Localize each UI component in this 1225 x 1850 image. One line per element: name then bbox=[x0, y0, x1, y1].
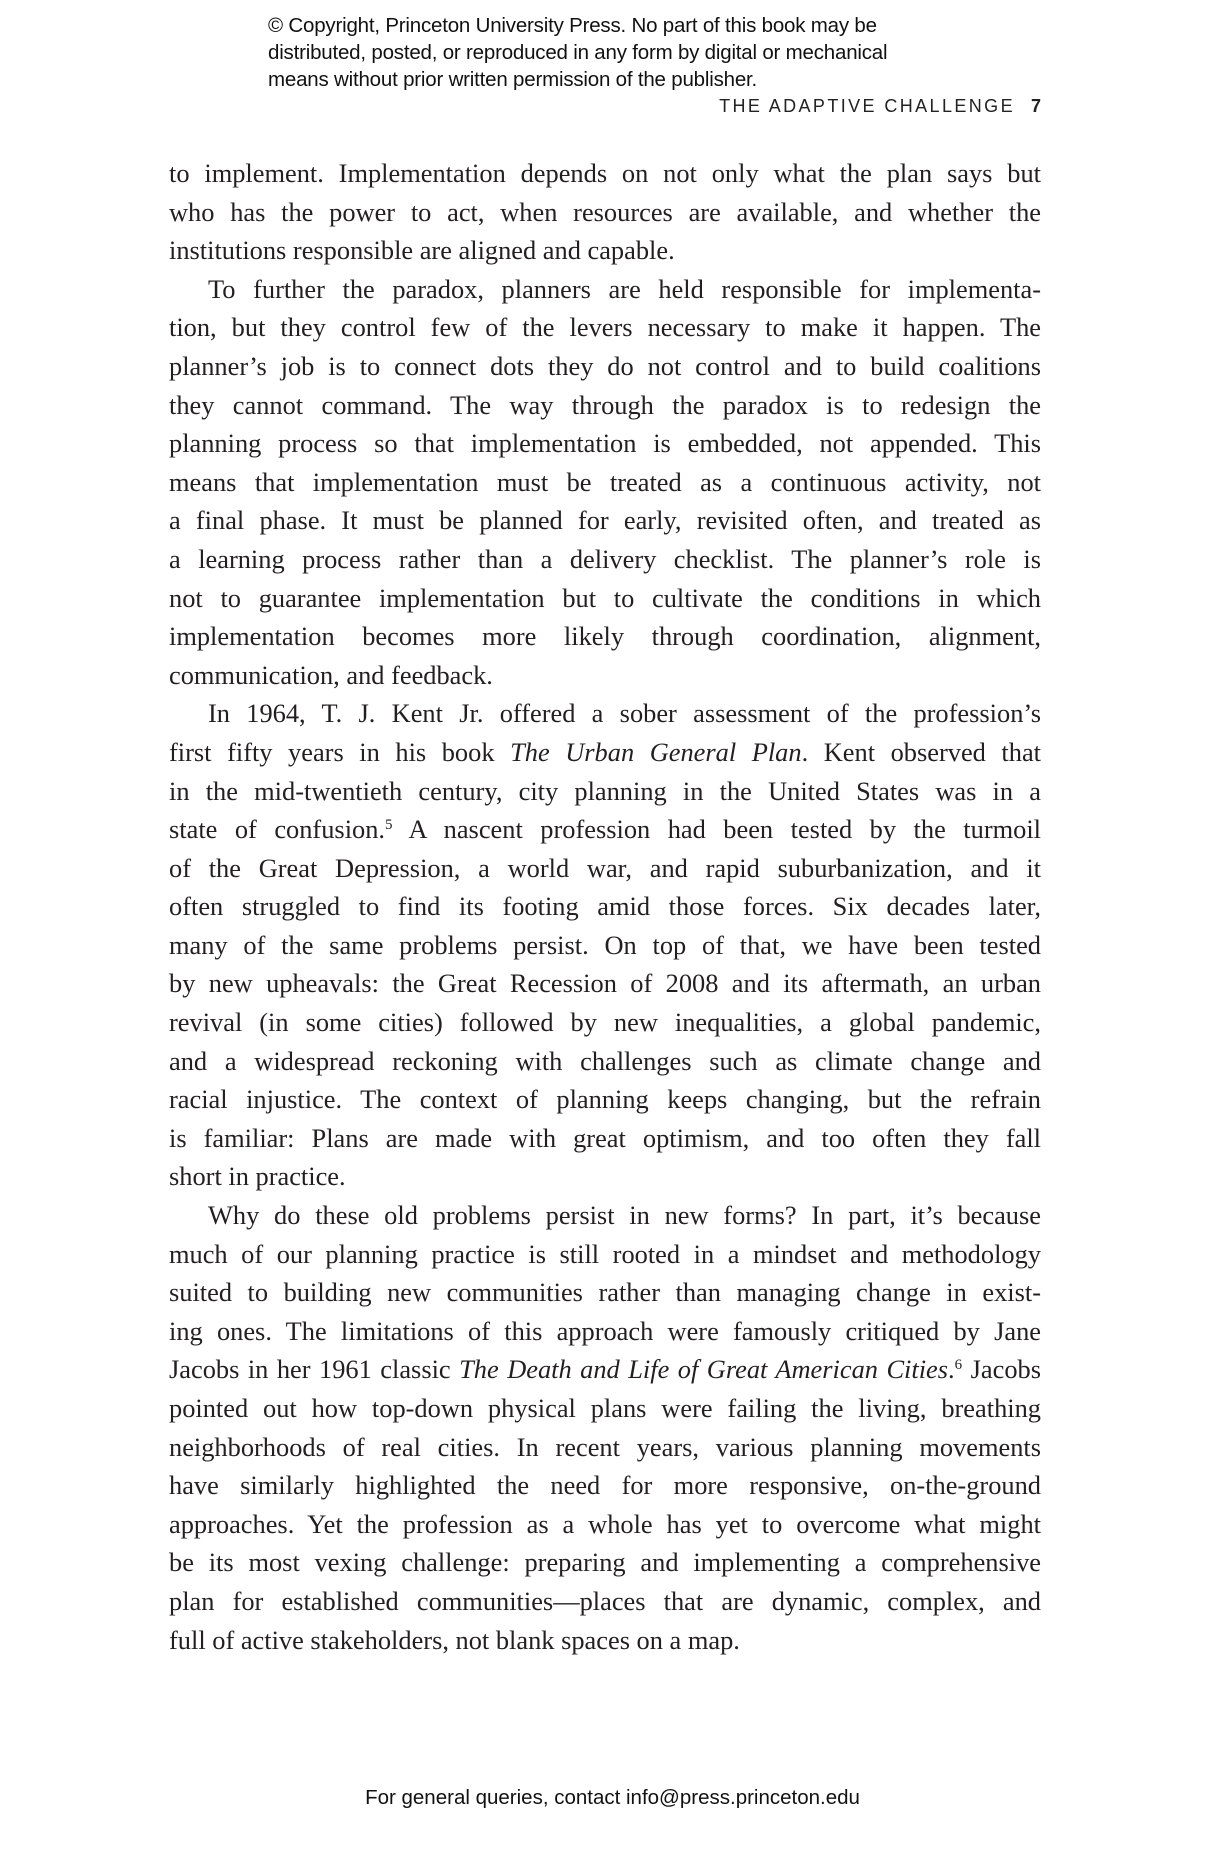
text-line: in the mid-twentieth century, city planning in the United States was in a bbox=[169, 775, 1041, 806]
footer-contact: For general queries, contact info@press.princeton.edu bbox=[365, 1786, 860, 1809]
text-line bbox=[169, 733, 1041, 772]
paragraph-3 bbox=[169, 694, 1041, 1196]
copyright-line: distributed, posted, or reproduced in any form by digital or mechanical bbox=[268, 41, 888, 64]
text-run: . bbox=[948, 1354, 955, 1385]
text-line: have similarly highlighted the need for more responsive, on-the-ground bbox=[169, 1470, 1041, 1501]
text-line: planner’s job is to connect dots they do not control and to build coalitions bbox=[169, 350, 1041, 381]
text-line: pointed out how top-down physical plans were failing the living, breathing bbox=[169, 1393, 1041, 1423]
text-line: communication, and feedback. bbox=[169, 659, 493, 690]
text-run: first fifty years in his book bbox=[169, 736, 511, 767]
footnote-reference[interactable]: 5 bbox=[385, 817, 393, 834]
page-number: 7 bbox=[1030, 96, 1041, 116]
text-line: full of active stakeholders, not blank spaces on a map. bbox=[169, 1624, 740, 1655]
text-run: . Kent observed that bbox=[801, 736, 1041, 767]
text-line: racial injustice. The context of planning keeps changing, but the refrain bbox=[169, 1084, 1041, 1115]
text-line: not to guarantee implementation but to cultivate the conditions in which bbox=[169, 582, 1041, 613]
text-line: tion, but they control few of the levers necessary to make it happen. The bbox=[169, 312, 1041, 343]
text-run: Jacobs in her 1961 classic bbox=[169, 1354, 460, 1385]
text-line bbox=[169, 1350, 1041, 1389]
text-line: much of our planning practice is still rooted in a mindset and methodology bbox=[169, 1238, 1041, 1269]
copyright-line: © Copyright, Princeton University Press. No part of this book may be bbox=[268, 14, 877, 37]
text-line: they cannot command. The way through the paradox is to redesign the bbox=[169, 389, 1041, 420]
text-line: Why do these old problems persist in new forms? In part, it’s because bbox=[208, 1200, 1041, 1231]
footnote-reference[interactable]: 6 bbox=[954, 1357, 963, 1374]
text-line: neighborhoods of real cities. In recent years, various planning movements bbox=[169, 1431, 1041, 1462]
text-line: ing ones. The limitations of this approach were famously critiqued by Jane bbox=[169, 1315, 1041, 1346]
text-line: planning process so that implementation is embedded, not appended. This bbox=[169, 428, 1041, 459]
text-line: To further the paradox, planners are held responsible for implementa- bbox=[208, 273, 1041, 304]
running-head bbox=[719, 96, 1041, 117]
text-line: suited to building new communities rather than managing change in exist- bbox=[169, 1277, 1041, 1308]
text-run: Jacobs bbox=[962, 1354, 1041, 1385]
book-title: The Death and Life of Great American Cities bbox=[459, 1354, 949, 1385]
text-line: plan for established communities—places that are dynamic, complex, and bbox=[169, 1585, 1041, 1616]
text-line: be its most vexing challenge: preparing and implementing a comprehensive bbox=[169, 1547, 1041, 1578]
body-text bbox=[169, 154, 1041, 1659]
text-run: state of confusion. bbox=[169, 814, 386, 845]
text-line: is familiar: Plans are made with great optimism, and too often they fall bbox=[169, 1122, 1041, 1153]
text-line: to implement. Implementation depends on not only what the plan says but bbox=[169, 158, 1041, 188]
text-line: means that implementation must be treated as a continuous activity, not bbox=[169, 466, 1041, 497]
text-line: by new upheavals: the Great Recession of 2008 and its aftermath, an urban bbox=[169, 968, 1041, 999]
text-line: revival (in some cities) followed by new inequalities, a global pandemic, bbox=[169, 1007, 1041, 1038]
text-line: who has the power to act, when resources are available, and whether the bbox=[169, 196, 1041, 227]
paragraph-1 bbox=[169, 154, 1041, 270]
text-line: short in practice. bbox=[169, 1161, 346, 1192]
text-line: institutions responsible are aligned and capable. bbox=[169, 235, 675, 266]
paragraph-4 bbox=[169, 1196, 1041, 1659]
text-line: In 1964, T. J. Kent Jr. offered a sober assessment of the profession’s bbox=[208, 698, 1041, 729]
text-run: A nascent profession had been tested by the turmoil bbox=[392, 814, 1041, 845]
text-line: and a widespread reckoning with challenges such as climate change and bbox=[169, 1045, 1041, 1076]
text-line bbox=[169, 810, 1041, 849]
copyright-line: means without prior written permission of the publisher. bbox=[268, 68, 758, 91]
text-line: a final phase. It must be planned for early, revisited often, and treated as bbox=[169, 505, 1041, 536]
chapter-title: THE ADAPTIVE CHALLENGE bbox=[719, 96, 1015, 116]
text-line: a learning process rather than a delivery checklist. The planner’s role is bbox=[169, 543, 1041, 574]
text-line: often struggled to find its footing amid those forces. Six decades later, bbox=[169, 891, 1041, 922]
text-line: approaches. Yet the profession as a whole has yet to overcome what might bbox=[169, 1508, 1041, 1539]
book-title: The Urban General Plan bbox=[510, 736, 802, 767]
copyright-notice bbox=[268, 12, 1008, 93]
text-line: of the Great Depression, a world war, and rapid suburbanization, and it bbox=[169, 852, 1041, 883]
paragraph-2 bbox=[169, 270, 1041, 695]
text-line: implementation becomes more likely through coordination, alignment, bbox=[169, 621, 1041, 652]
text-line: many of the same problems persist. On top of that, we have been tested bbox=[169, 929, 1041, 960]
